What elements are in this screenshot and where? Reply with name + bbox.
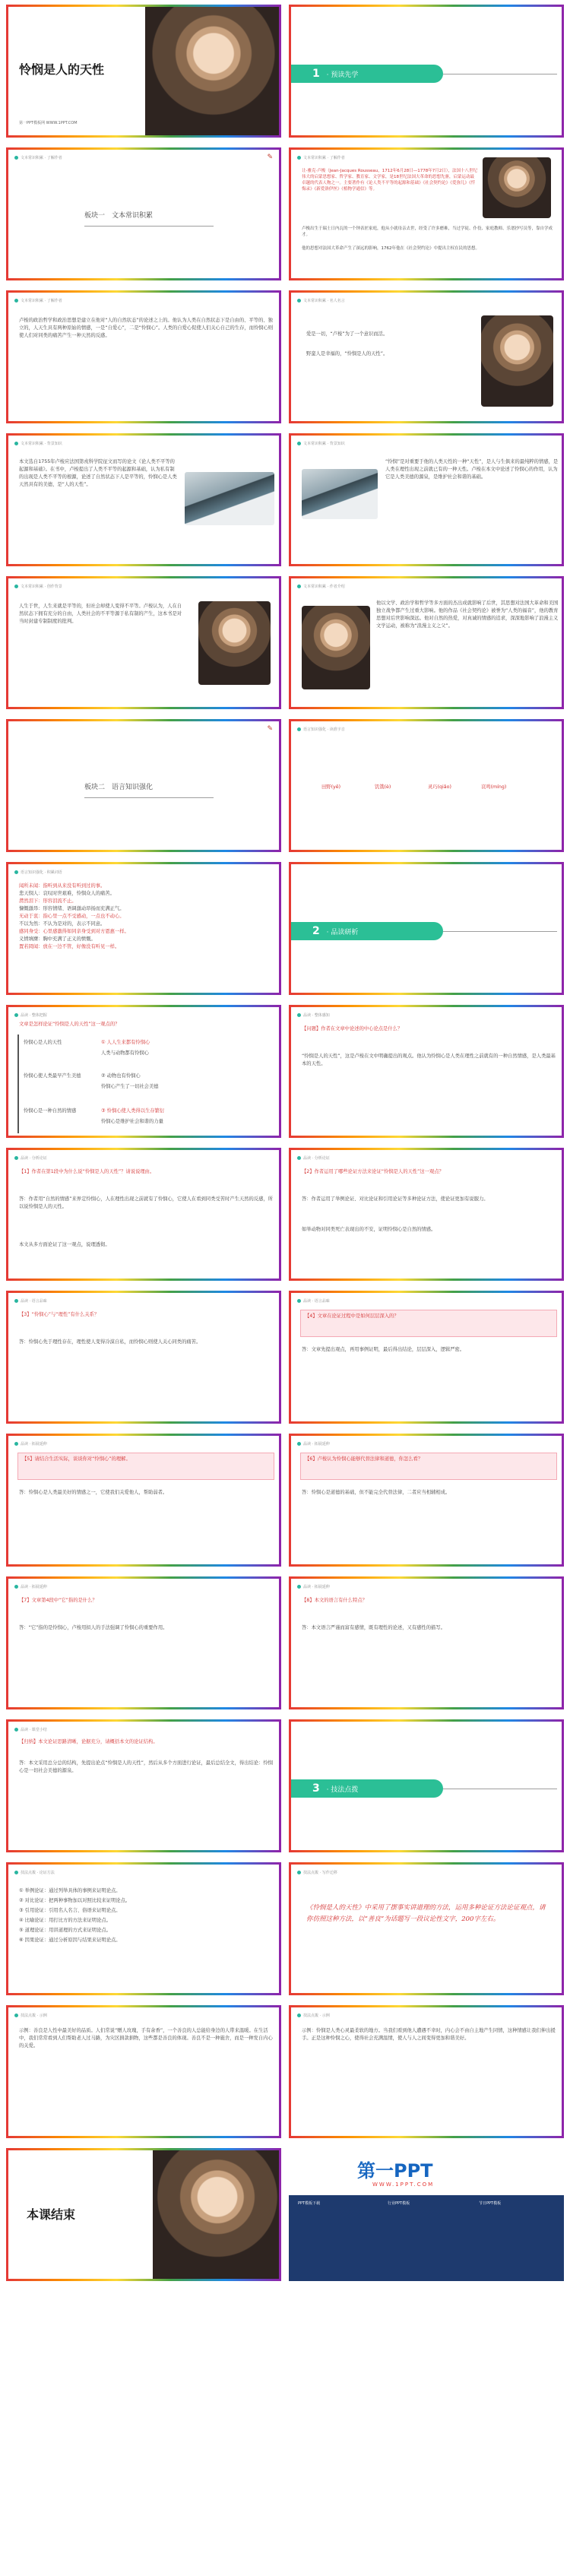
structure-a3: 怜悯心是一种自然的情感 xyxy=(24,1108,77,1114)
block-title: 板块二 语言知识强化 xyxy=(84,784,154,791)
question-text: 【2】作者运用了哪些论证方法来论证“怜悯是人的天性”这一观点？ xyxy=(302,1169,444,1174)
section-label: · 预读先学 xyxy=(326,71,359,79)
answer-text: 答：“它”指的是怜悯心，卢梭用拟人的手法强调了怜悯心的重要作用。 xyxy=(19,1625,168,1630)
section-number: 2 xyxy=(312,925,320,937)
structure-c1: 人类与动物都有怜悯心 xyxy=(101,1050,149,1056)
method-item: ⑥ 因果论证：通过分析原因与结果来证明论点。 xyxy=(19,1938,121,1943)
methods-list xyxy=(19,1886,274,1945)
slide-writing-task xyxy=(289,1862,564,1995)
section-label: · 技法点拨 xyxy=(326,1786,359,1794)
vocab-item: 置若罔闻：放在一边不管，好像没有听见一样。 xyxy=(19,944,120,949)
brand-col-1[interactable]: PPT模板下载 xyxy=(298,2201,321,2206)
rousseau-portrait xyxy=(302,606,370,689)
answer-text: 答：文章先提出观点，再用事例证明，最后得出结论，层层深入，逻辑严密。 xyxy=(302,1347,465,1352)
slide-title-heading: 怜悯是人的天性 xyxy=(19,62,105,77)
pen-icon: ✎ xyxy=(267,154,273,161)
slide-header: 品读 · 拓展延伸 xyxy=(14,1441,47,1446)
rousseau-portrait xyxy=(483,157,551,218)
vocab-item: 无动于衷：指心里一点不受感动，一点也不动心。 xyxy=(19,914,125,919)
example-text: 示例：善良是人性中最美好的品质。人们常说“赠人玫瑰，手有余香”，一个善良的人总能给身边的人带来温暖。在生活中，我们常常看到人们帮助老人过马路，为灾区捐款捐物，这些都是善良的体现。善良不是一种施舍，而是一种发自内心的关爱。 xyxy=(19,2028,273,2048)
slide-example-2 xyxy=(289,2005,564,2138)
slide-pity-nature xyxy=(289,433,564,566)
author-thought-text: 卢梭的政治哲学和政治思想是建立在他对“人的自然状态”的论述之上的。他认为人类在自然状态下是自由的、平等的、独立的，人天生具有两种原始的情感，一是“自爱心”，二是“怜悯心”。人类的自爱心促使人们关心自己的生存，而怜悯心则使人们对同类的痛苦产生一种天然的反感。 xyxy=(19,318,274,338)
slide-extension-3 xyxy=(6,1576,281,1709)
vocab-item: 感同身受：心里感激得如同亲身受到对方恩惠一样。 xyxy=(19,929,129,934)
structure-c2: 怜悯心产生了一切社会美德 xyxy=(101,1084,159,1089)
rousseau-portrait xyxy=(153,2150,281,2281)
slide-header: 品读 · 分析论证 xyxy=(14,1155,47,1161)
question-text: 【归纳】本文论证思路清晰，论据充分，请概括本文的论证结构。 xyxy=(19,1739,158,1744)
author-influence: 他的思想对法国大革命产生了深远的影响，1762年他在《社会契约论》中提出主权在民的思想。 xyxy=(302,246,480,251)
book-image xyxy=(185,472,274,525)
answer-text: “怜悯是人的天性”，这是卢梭在文中明确提出的观点。他认为怜悯心是人类在理性之前就有的一种自然情感，是人类最基本的天性。 xyxy=(302,1054,556,1066)
slide-header: 技法点拨 · 写作迁移 xyxy=(297,1870,337,1875)
vocab-item: 悲天悯人：哀叹时世艰难，怜悯众人的痛苦。 xyxy=(19,891,115,896)
slide-section-3 xyxy=(289,1719,564,1852)
word-3: 灵巧(qiǎo) xyxy=(428,784,451,790)
slide-header: 品读 · 整体感知 xyxy=(297,1012,330,1018)
slide-quotes xyxy=(289,290,564,423)
slide-header: 文本常识积累 · 创作背景 xyxy=(14,584,62,589)
creation-text: 人生于世，人生来就是平等的，但社会却使人变得不平等。卢梭认为，人在自然状态下拥有充分的自由，人类社会的不平等源于私有制的产生，这本书是对当时封建专制制度的批判。 xyxy=(19,604,182,624)
vocab-item: 不以为然：不认为是对的，表示不同意。 xyxy=(19,921,106,927)
slide-background xyxy=(6,433,281,566)
question-text: 【5】请结合生活实际，谈谈你对“怜悯心”的理解。 xyxy=(22,1456,131,1462)
slide-header: 品读 · 拓展延伸 xyxy=(14,1584,47,1589)
section-bar xyxy=(291,65,443,83)
writing-task-text: 《怜悯是人的天性》中采用了摆事实讲道理的方法，运用多种论证方法论证观点，请你仿照这种方法，以“善良”为话题写一段议论性文字，200字左右。 xyxy=(306,1904,546,1923)
brand-col-2[interactable]: 行业PPT模板 xyxy=(388,2201,410,2206)
section-number: 3 xyxy=(312,1782,320,1795)
slide-header: 文本常识积累 · 了解作者 xyxy=(14,155,62,160)
word-1: 田野(yě) xyxy=(321,784,341,790)
author-life: 卢梭出生于瑞士日内瓦的一个钟表匠家庭，他从小就母亲去世，经受了许多磨难，当过学徒、仆役、家庭教师、乐谱抄写员等，靠自学成才。 xyxy=(302,227,553,237)
slide-header: 品读 · 拓展延伸 xyxy=(297,1441,330,1446)
structure-diagram xyxy=(17,1035,276,1133)
block-underline xyxy=(84,226,214,227)
slide-block-one xyxy=(6,147,281,280)
slide-central-point xyxy=(289,1005,564,1138)
answer-note: 如举动物对同类死亡表现出的不安，证明怜悯心是自然的情感。 xyxy=(302,1227,436,1232)
slide-header: 品读 · 拓展延伸 xyxy=(297,1584,330,1589)
question-text: 【6】卢梭认为怜悯心能够代替法律和道德，你怎么看？ xyxy=(305,1456,423,1462)
slide-creation xyxy=(6,576,281,709)
method-item: ③ 引用论证：引用名人名言、俗语来证明论点。 xyxy=(19,1908,121,1913)
slide-header: 品读 · 课堂小结 xyxy=(14,1727,47,1732)
slide-header: 品读 · 分析论证 xyxy=(297,1155,330,1161)
block-title: 板块一 文本常识积累 xyxy=(84,212,154,220)
slide-header: 文本常识积累 · 作者介绍 xyxy=(297,584,345,589)
block-underline xyxy=(84,797,214,798)
brand-url: WWW.1PPT.COM xyxy=(372,2182,435,2188)
quote-1: 爱是一切，“卢梭”为了一个意识而活。 xyxy=(306,331,388,337)
influence-text: 他以文学、政治学和哲学等多方面的杰出成就影响了后世，其思想对法国大革命和美国独立战争都产生过重大影响。他的作品《社会契约论》被誉为“人类的福音”，他的教育思想对后世影响深远。他对自然的热爱，对真诚的情感的追求，深深地影响了浪漫主义文学运动，被称为“浪漫主义之父”。 xyxy=(376,600,559,629)
section-label: · 品读研析 xyxy=(326,929,359,936)
answer-text: 答：作者用“自然的情感”来界定怜悯心，人在理性出现之前就有了怜悯心，它使人在看到同类受苦时产生天然的反感，所以说怜悯是人的天性。 xyxy=(19,1196,273,1209)
slide-pronunciation xyxy=(289,719,564,852)
slide-header: 文本常识积累 · 背景知识 xyxy=(297,441,345,446)
slide-summary xyxy=(6,1719,281,1852)
slide-header: 技法点拨 · 论证方法 xyxy=(14,1870,55,1875)
example-text: 示例：怜悯是人类心灵最柔软的地方。当我们看到他人遭遇不幸时，内心会不由自主地产生同情，这种情感让我们伸出援手。正是这种怜悯之心，使得社会充满温情，使人与人之间变得更加和谐美好。 xyxy=(302,2028,556,2041)
slide-vocabulary xyxy=(6,862,281,995)
slide-header: 语言知识强化 · 读准字音 xyxy=(297,727,345,732)
pen-icon: ✎ xyxy=(267,725,273,733)
slide-end xyxy=(6,2148,281,2281)
structure-a1: 怜悯心是人的天性 xyxy=(24,1040,62,1045)
question-text: 【问题】作者在文章中论述的中心论点是什么？ xyxy=(302,1026,403,1031)
slide-header: 品读 · 语言品味 xyxy=(14,1298,47,1304)
brand-col-3[interactable]: 节日PPT模板 xyxy=(479,2201,502,2206)
method-item: ② 对比论证：把两种事物加以对照比较来证明论点。 xyxy=(19,1898,131,1903)
answer-text: 答：作者运用了举例论证、对比论证和引用论证等多种论证方法，使论证更加有说服力。 xyxy=(302,1196,489,1202)
slide-header: 语言知识强化 · 积累词语 xyxy=(14,870,62,875)
slide-header: 品读 · 语言品味 xyxy=(297,1298,330,1304)
end-title: 本课结束 xyxy=(27,2207,76,2222)
slide-methods xyxy=(6,1862,281,1995)
slide-language-1 xyxy=(6,1291,281,1424)
background-text: 本文选自1755年卢梭应法国第戎科学院征文而写的论文《论人类不平等的起源和基础》。在书中，卢梭提出了人类不平等的起源和基础，认为私有制的出现是人类不平等的根源，论述了自然状态下人是平等的，怜悯心是人类天然具有的美德，是“人的天性”。 xyxy=(19,459,177,487)
word-4: 哀鸣(míng) xyxy=(481,784,507,790)
slide-author xyxy=(289,147,564,280)
slide-language-2 xyxy=(289,1291,564,1424)
section-line xyxy=(443,931,557,932)
method-item: ④ 比喻论证：用打比方的方法来证明论点。 xyxy=(19,1918,111,1923)
answer-text: 答：本文采用总分总的结构，先提出论点“怜悯是人的天性”，然后从多个方面进行论证，最后总结全文，得出结论：怜悯心是一切社会美德的源泉。 xyxy=(19,1760,273,1773)
slide-header: 品读 · 整体把握 xyxy=(14,1012,47,1018)
rousseau-portrait xyxy=(145,7,281,138)
question-text: 【4】文章在论证过程中是如何层层深入的？ xyxy=(305,1313,399,1319)
slide-extension-4 xyxy=(289,1576,564,1709)
question-text: 【3】“怜悯心”与“理性”有什么关系？ xyxy=(19,1312,100,1317)
vocab-item: 慷慨激昂：形容情绪、语调激动昂扬而充满正气。 xyxy=(19,906,125,911)
slide-title xyxy=(6,5,281,138)
structure-b3: ③ 怜悯心使人类得以生存繁衍 xyxy=(101,1108,165,1114)
rousseau-portrait xyxy=(481,315,553,407)
vocabulary-list xyxy=(19,882,274,951)
author-intro: 让-雅克·卢梭（Jean-Jacques Rousseau，1712年6月28日—1778年7月2日），法国十八世纪伟大的启蒙思想家、哲学家、教育家、文学家，是18世纪法国大革命的思想先驱，启蒙运动最卓越的代表人物之一。主要著作有《论人类不平等的起源和基础》《社会契约论》《爱弥儿》《忏悔录》《新爱洛伊丝》《植物学通信》等。 xyxy=(302,169,478,192)
slide-title-subtitle: 第一PPT模板网 WWW.1PPT.COM xyxy=(19,121,78,125)
structure-b1: ① 人人生来都有怜悯心 xyxy=(101,1040,150,1045)
slide-header: 文本常识积累 · 背景知识 xyxy=(14,441,62,446)
structure-a2: 怜悯心使人类最早产生美德 xyxy=(24,1073,81,1079)
slide-influence xyxy=(289,576,564,709)
method-item: ⑤ 道理论证：用讲道理的方式来证明论点。 xyxy=(19,1928,111,1933)
section-bar xyxy=(291,922,443,940)
vocab-item: 闻所未闻：指听到从来没有听到过的事。 xyxy=(19,883,106,889)
brand-logo: 第一PPT xyxy=(357,2160,433,2182)
slide-section-1 xyxy=(289,5,564,138)
answer-text: 答：怜悯心是道德的基础，但不能完全代替法律，二者应当相辅相成。 xyxy=(302,1490,451,1495)
question-text: 【1】作者在第1段中为什么说“怜悯是人的天性”？请说说理由。 xyxy=(19,1169,155,1174)
section-number: 1 xyxy=(312,68,320,80)
slide-block-two xyxy=(6,719,281,852)
structure-question: 文章是怎样论证“怜悯是人的天性”这一观点的？ xyxy=(19,1022,120,1027)
slide-structure xyxy=(6,1005,281,1138)
brand-link-panel xyxy=(289,2195,564,2281)
word-2: 饥饿(è) xyxy=(375,784,391,790)
slide-header: 文本常识积累 · 了解作者 xyxy=(14,298,62,303)
slide-header: 文本常识积累 · 了解作者 xyxy=(297,155,345,160)
answer-text: 答：怜悯心先于理性存在，理性使人变得冷漠自私，而怜悯心则使人关心同类的痛苦。 xyxy=(19,1339,201,1345)
slide-header: 技法点拨 · 示例 xyxy=(297,2013,330,2018)
quote-2: 野蛮人是幸福的，“怜悯是人的天性”。 xyxy=(306,351,388,356)
structure-c3: 怜悯心是维护社会和谐的力量 xyxy=(101,1119,163,1124)
answer-text: 答：本文语言严谨而富有感情，既有理性的论述，又有感性的描写。 xyxy=(302,1625,445,1630)
slide-example-1 xyxy=(6,2005,281,2138)
slide-analysis-2 xyxy=(289,1148,564,1281)
pity-nature-text: “怜悯”是对重要于他的人类天性的一种“天性”，是人与生俱来的最纯粹的情感，是人类在理性出现之前就已有的一种天性。卢梭在本文中论述了怜悯心的作用，认为它是人类美德的源泉，是维护社会和谐的基础。 xyxy=(385,459,559,480)
answer-text: 答：怜悯心是人类最美好的情感之一，它使我们关爱他人，帮助弱者。 xyxy=(19,1490,168,1495)
slide-section-2 xyxy=(289,862,564,995)
structure-b2: ② 动物也有怜悯心 xyxy=(101,1073,141,1079)
question-text: 【8】本文的语言有什么特点？ xyxy=(302,1598,367,1603)
slide-extension-2 xyxy=(289,1434,564,1567)
answer-note: 本文从多方面论证了这一观点，说理透彻。 xyxy=(19,1242,110,1247)
book-image xyxy=(302,469,378,519)
slide-author-thought xyxy=(6,290,281,423)
vocab-item: 义愤填膺：胸中充满了正义的愤慨。 xyxy=(19,936,96,942)
slide-extension-1 xyxy=(6,1434,281,1567)
slide-header: 技法点拨 · 示例 xyxy=(14,2013,47,2018)
rousseau-portrait xyxy=(198,601,271,685)
vocab-item: 潸然泪下：形容泪流不止。 xyxy=(19,898,77,904)
question-text: 【7】文章第4段中“它”指的是什么？ xyxy=(19,1598,97,1603)
method-item: ① 举例论证：通过列举具体的事例来证明论点。 xyxy=(19,1888,121,1893)
slide-brand xyxy=(289,2148,564,2281)
slide-analysis-1 xyxy=(6,1148,281,1281)
slide-header: 文本常识积累 · 名人名言 xyxy=(297,298,345,303)
section-bar xyxy=(291,1779,443,1798)
